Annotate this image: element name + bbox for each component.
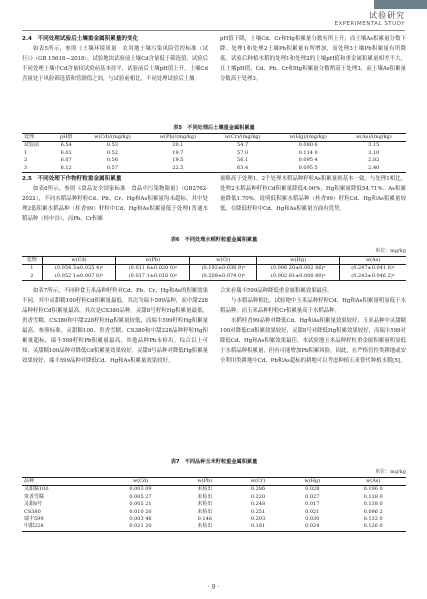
table-cell: (0.192±0.038 9)ᵃ xyxy=(190,265,257,273)
page-number: · 9 · xyxy=(207,584,220,591)
column-header: w(Cr) xyxy=(232,478,284,486)
table-cell: 2.40 xyxy=(342,165,407,173)
table-cell: 6.01 xyxy=(60,149,72,156)
table-cell: 0.005 21 xyxy=(129,501,152,508)
table-cell: 0.248 xyxy=(250,501,266,508)
table-6 xyxy=(22,256,406,281)
table-row xyxy=(22,273,406,281)
table-cell: 0.138 0 xyxy=(363,501,383,508)
table-cell: 1 xyxy=(30,265,34,272)
column-header: w(Pb) xyxy=(116,257,190,265)
table-cell: (0.052 1±0.007 0)ᵃ xyxy=(42,273,116,281)
column-header: w(As) xyxy=(340,478,406,486)
table-cell: 6.12 xyxy=(53,165,80,173)
table-cell: (0.006 20±0.002 86)ᵃ xyxy=(257,265,340,273)
table-cell: 0.095 5 xyxy=(275,165,342,173)
column-header: w(Cr) xyxy=(190,257,257,265)
table-row xyxy=(22,509,406,516)
column-header: w(Cd) xyxy=(103,478,178,486)
table-cell: 未检出 xyxy=(197,486,213,493)
table-cell: 56.1 xyxy=(237,157,249,164)
column-header: w(Cd) xyxy=(42,257,116,265)
column-header: 处理 xyxy=(22,257,42,265)
table-cell: 0.017 xyxy=(305,501,320,508)
table-cell: 0.53 xyxy=(106,142,119,149)
table-cell: 0.005 27 xyxy=(129,493,152,500)
column-header: w(Pb) xyxy=(178,478,232,486)
left-column-top xyxy=(22,34,208,84)
table-cell: 0.138 0 xyxy=(363,493,383,500)
column-header: 品种 xyxy=(22,478,103,486)
table-cell: (0.017 1±0.016 0)ᵃ xyxy=(116,273,190,281)
table-cell: 3.10 xyxy=(368,149,380,156)
right-column-top xyxy=(220,34,406,84)
table-cell: 0.114 0 xyxy=(298,149,318,156)
section-heading-2-4: 2.4 不同处理试验后土壤重金属积累量的变化 xyxy=(22,36,139,42)
table-header-row xyxy=(22,134,406,142)
table-cell: (0.209±0.074 0)ᵃ xyxy=(190,273,257,281)
header-tab-bar xyxy=(374,0,427,9)
table-cell: 0.56 xyxy=(106,157,119,164)
journal-section-title: 试验研究 xyxy=(369,11,405,20)
table-cell: 瑞丰599 xyxy=(24,516,44,523)
table-cell: 1 xyxy=(24,149,28,156)
left-column-mid xyxy=(22,174,208,224)
paragraph: 与水稻品种相比，试验地中玉米品种籽粒Cd、Hg和As积累量明显低于水稻品种，而玉米品种籽粒Cr积累量高于水稻品种。 xyxy=(220,298,406,314)
table-7-unit: 单位：mg/kg xyxy=(375,469,406,475)
table-5 xyxy=(22,133,406,173)
column-header: w(Pb)/(mg/kg) xyxy=(145,134,210,142)
left-column-bottom xyxy=(22,286,208,366)
column-header: w(Cr)/(mg/kg) xyxy=(210,134,274,142)
table-cell: 0.080 6 xyxy=(298,142,318,149)
column-header: pH值 xyxy=(53,134,80,142)
table-5-caption: 表5 不同处理后土壤重金属积累量 xyxy=(173,125,255,131)
table-cell: 63.4 xyxy=(210,165,274,173)
table-cell: 未检出 xyxy=(197,493,213,500)
table-cell: (0.247±0.041 6)ᵃ xyxy=(339,265,406,273)
table-cell: 0.286 xyxy=(250,486,266,493)
table-cell: 中甜228 xyxy=(22,523,103,531)
paragraph: 如表5所示，参照《土壤环境质量 农用地土壤污染风险管控标准（试行）》（GB 15618—2018），试验地块试验前土壤Cd含量低于筛选值，试验后不同处理土壤中Cd含量较试验前基本持平，试验前后土壤pH值上升，土壤Cd含量处于风险筛选值和管制值之间，与试验前相比，不同处理试验后土壤 xyxy=(22,46,208,82)
table-cell: 19.5 xyxy=(172,157,184,164)
table-cell: 19.7 xyxy=(172,149,184,156)
table-cell: 0.027 xyxy=(305,493,320,500)
header-divider xyxy=(22,30,405,31)
table-row xyxy=(22,265,406,273)
table-6-caption: 表6 不同处理水稻籽粒重金属积累量 xyxy=(170,237,258,243)
table-header-row xyxy=(22,478,406,486)
table-cell: 0.024 xyxy=(284,523,340,531)
table-cell: 试验前 xyxy=(24,142,40,149)
table-cell: 灵甜糯100 xyxy=(24,486,49,493)
table-cell: (0.002 81±0.000 80)ᵃ xyxy=(257,273,340,281)
table-row xyxy=(22,516,406,523)
table-cell: 0.220 xyxy=(250,493,266,500)
paragraph: 合来看瑞丰599品种降低重金属积累效果最佳。 xyxy=(220,288,333,294)
table-cell: 3 xyxy=(22,165,53,173)
table-cell: 未检出 xyxy=(197,508,213,515)
table-cell: 0.021 20 xyxy=(103,523,178,531)
table-row xyxy=(22,486,406,494)
column-header: w(As) xyxy=(339,257,406,265)
table-cell: 贵香雪糯 xyxy=(24,493,45,500)
table-cell: 54.7 xyxy=(237,142,249,149)
right-column-mid xyxy=(220,174,406,214)
column-header: 处理 xyxy=(22,134,53,142)
table-row xyxy=(22,165,406,173)
table-cell: 22.5 xyxy=(145,165,210,173)
table-row xyxy=(22,150,406,157)
section-heading-2-5: 2.5 不同处理下作物籽粒重金属积累量 xyxy=(22,176,122,182)
table-cell: 6.07 xyxy=(60,157,72,164)
table-cell: 灵甜8号 xyxy=(24,501,43,508)
paragraph: 如表6所示，参照《食品安全国家标准 食品中污染物限量》（GB2762-2022），不同水稻品种籽粒Cd、Pb、Cr、Hg和As积累量均未超标。其中处理2低积累水稻品种（桂香99）籽粒中Cd、Hg和As积累量低于处理1普通水稻品种（桂中谷），而Pb、Cr积累 xyxy=(22,186,208,222)
table-cell: 0.028 xyxy=(305,486,320,493)
table-7-caption: 表7 不同品种玉米籽粒重金属积累量 xyxy=(170,459,258,465)
paragraph: 水稻桂香99品种对降低Cd、Hg和As积累量效果较好，玉米品种中灵甜糯100对降低Cd积累效果较好，灵甜8号对降低Hg积累效果较好，而瑞丰599对降低Cd、Hg和As积累效果最佳。本试验地玉米品种籽粒重金属积累量明显低于水稻品种积累量，但有可能增加Pb积累风险。因此，在严格管控类耕地或安全利用类耕地中Cd、Pb和As超标的耕地可以考虑种植玉米替代种植水稻[5]。 xyxy=(220,318,406,364)
paragraph: pH值下降，土壤Cd、Cr和Hg积累量分数有所上升，而土壤As积累量分数下降。处理1和处理2土壤Pb积累量有所增加，而处理3土壤Pb积累量有所降低。试验后种植水稻的处理1和处理2的土壤pH值和重金属积累量相差不大，且土壤pH值、Cd、Pb、Cr和Hg积累量分数稍高于处理3，而土壤As积累量分数高于处理3。 xyxy=(220,36,406,82)
table-row xyxy=(22,523,406,531)
table-cell: 0.126 0 xyxy=(340,523,406,531)
table-6-unit: 单位：mg/kg xyxy=(375,248,406,254)
table-row xyxy=(22,494,406,501)
table-cell: (0.011 6±0.020 0)ᵃ xyxy=(116,265,190,273)
table-cell: 0.021 xyxy=(305,508,320,515)
table-7 xyxy=(22,477,406,532)
table-cell: 20.1 xyxy=(172,142,184,149)
table-cell: 0.010 20 xyxy=(129,508,152,515)
paragraph: 如表7所示，不同鲜食玉米品种籽粒对Cd、Pb、Cr、Hg和As的积累效果不同，其中灵甜糯100籽粒Cd积累量最低，其次为瑞丰599品种，而中甜228品种籽粒Cd积累量最高，其次是CS380品种。灵甜8号籽粒Hg积累量最低，贵香雪糯、CS380和中甜228籽粒Hg积累量较低，而瑞丰599籽粒Hg积累量最高。参照标准，灵甜糯100、贵香雪糯、CS380和中甜228品种籽粒Hg积累量超标，瑞丰599籽粒Pb积累量最高，其他品种Pb未检出。综合以上可知，灵甜糯100品种对降低Cd积累量效果较好，灵甜8号品种对降低Hg积累量效果较好，瑞丰599品种对降低Cd、Hg和As积累量效果较好。 xyxy=(22,288,208,364)
table-cell: 未检出 xyxy=(197,501,213,508)
column-header: w(As)/(mg/kg) xyxy=(342,134,407,142)
table-cell: 3.15 xyxy=(368,142,380,149)
table-cell: 0.57 xyxy=(80,165,146,173)
table-cell: 6.54 xyxy=(60,142,72,149)
table-header-row xyxy=(22,257,406,265)
table-cell: 2 xyxy=(24,157,28,164)
table-row xyxy=(22,501,406,508)
table-cell: 未检出 xyxy=(178,523,232,531)
column-header: w(Hg)/(mg/kg) xyxy=(275,134,342,142)
table-cell: 0.132 0 xyxy=(363,516,383,523)
table-cell: 0.095 4 xyxy=(298,157,318,164)
table-cell: (0.054 3±0.025 4)ᵃ xyxy=(42,265,116,273)
table-cell: 2 xyxy=(22,273,42,281)
table-cell: 0.096 2 xyxy=(363,508,383,515)
table-cell: 0.52 xyxy=(106,149,119,156)
table-cell: 2.82 xyxy=(368,157,380,164)
right-column-bottom xyxy=(220,286,406,366)
table-cell: 0.293 xyxy=(250,516,266,523)
table-cell: 0.251 xyxy=(250,508,266,515)
table-cell: 0.030 xyxy=(305,516,320,523)
table-cell: CS380 xyxy=(24,508,41,515)
table-cell: (0.243±0.046 2)ᵃ xyxy=(339,273,406,281)
table-cell: 0.181 xyxy=(232,523,284,531)
table-cell: 0.148 xyxy=(197,516,212,523)
paragraph: 量略高于处理1，2个处理水稻品种籽粒As积累量则基本一致。与处理1相比，处理2水稻品种籽粒Cd积累量降低4.06%，Hg积累量降低54.71%。As积累量降低1.70%，说明低积累水稻品种（桂香99）籽粒Cd、Hg和As积累量较低，在降低籽粒中Cd、Hg和As积累量方面有优势。 xyxy=(220,176,406,212)
table-cell: 0.003 46 xyxy=(129,516,152,523)
table-row xyxy=(22,142,406,150)
table-cell: 57.0 xyxy=(237,149,249,156)
table-cell: 0.003 09 xyxy=(129,486,152,493)
table-row xyxy=(22,157,406,164)
journal-section-subtitle: EXPERIMENTAL STUDY xyxy=(334,21,405,27)
column-header: w(Hg) xyxy=(257,257,340,265)
table-cell: 0.196 0 xyxy=(363,486,383,493)
column-header: w(Cd)/(mg/kg) xyxy=(80,134,146,142)
column-header: w(Hg) xyxy=(284,478,340,486)
